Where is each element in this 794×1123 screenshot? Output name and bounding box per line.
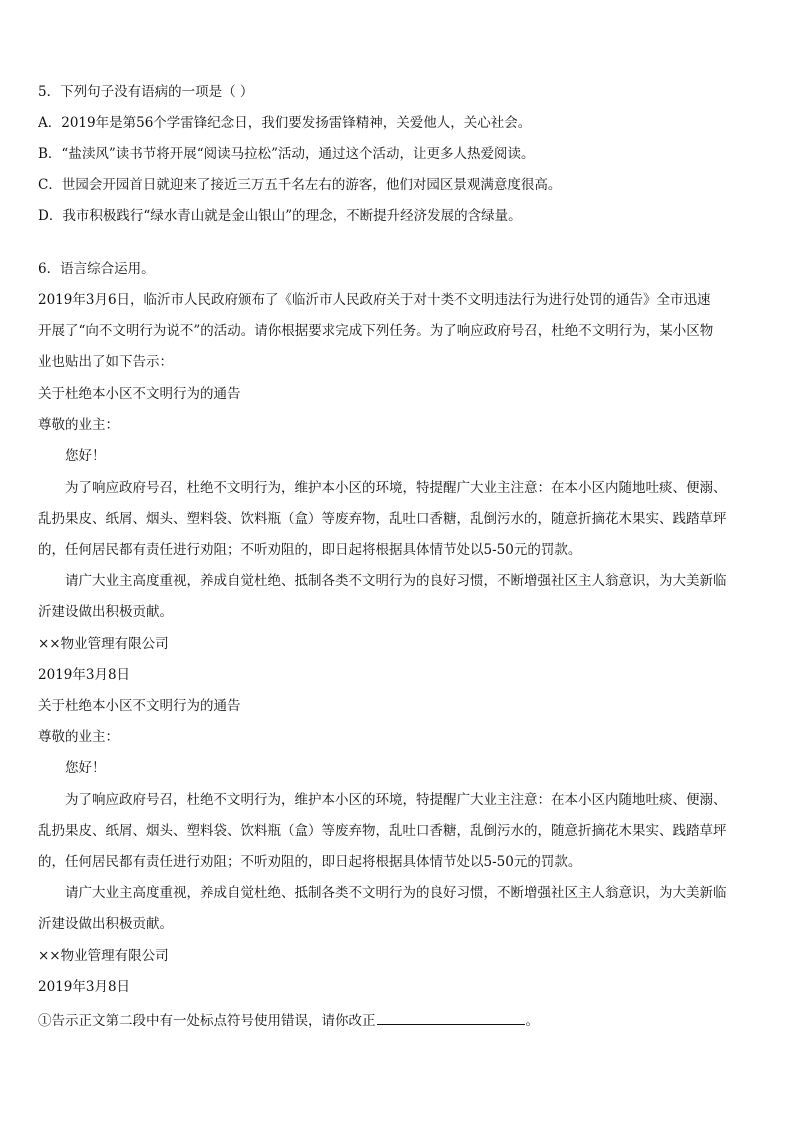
notice-paragraph-line: 乱扔果皮、纸屑、烟头、塑料袋、饮料瓶（盒）等废弃物，乱吐口香糖，乱倒污水的，随意折摘花木果实、践踏草坪 xyxy=(38,823,727,839)
q6-task-1-end: 。 xyxy=(525,1013,539,1029)
q5-option-a: A．2019年是第56个学雷锋纪念日，我们要发扬雷锋精神，关爱他人，关心社会。 xyxy=(38,115,532,131)
notice-paragraph-line: 为了响应政府号召，杜绝不文明行为，维护本小区的环境，特提醒广大业主注意：在本小区内随地吐痰、便溺、 xyxy=(65,480,727,496)
notice-paragraph-line: 请广大业主高度重视，养成自觉杜绝、抵制各类不文明行为的良好习惯，不断增强社区主人翁意识，为大美新临 xyxy=(65,885,727,901)
notice-paragraph-line: 请广大业主高度重视，养成自觉杜绝、抵制各类不文明行为的良好习惯，不断增强社区主人翁意识，为大美新临 xyxy=(65,573,727,589)
notice-heading: 关于杜绝本小区不文明行为的通告 xyxy=(38,698,241,714)
notice-paragraph-line: 的，任何居民都有责任进行劝阻；不听劝阻的，即日起将根据具体情节处以5-50元的罚款。 xyxy=(38,854,582,870)
q5-stem: 5．下列句子没有语病的一项是（ ） xyxy=(38,84,254,100)
notice-date: 2019年3月8日 xyxy=(38,667,131,683)
q6-task-1-prompt: ①告示正文第二段中有一处标点符号使用错误，请你改正 xyxy=(38,1013,376,1029)
q5-option-c: C．世园会开园首日就迎来了接近三万五千名左右的游客，他们对园区景观满意度很高。 xyxy=(38,177,562,193)
notice-paragraph-line: 为了响应政府号召，杜绝不文明行为，维护本小区的环境，特提醒广大业主注意：在本小区内随地吐痰、便溺、 xyxy=(65,792,727,808)
q6-intro-line: 2019年3月6日，临沂市人民政府颁布了《临沂市人民政府关于对十类不文明违法行为进行处罚的通告》全市迅速 xyxy=(38,292,711,308)
q5-option-b: B．“盐渎风”读书节将开展“阅读马拉松”活动，通过这个活动，让更多人热爱阅读。 xyxy=(38,146,535,162)
notice-paragraph-line: 的，任何居民都有责任进行劝阻；不听劝阻的，即日起将根据具体情节处以5-50元的罚款。 xyxy=(38,542,582,558)
notice-salutation: 尊敬的业主： xyxy=(38,417,119,433)
notice-signature: ××物业管理有限公司 xyxy=(38,636,169,652)
q5-option-d: D．我市积极践行“绿水青山就是金山银山”的理念，不断提升经济发展的含绿量。 xyxy=(38,208,522,224)
q6-intro-line: 业也贴出了如下告示： xyxy=(38,354,173,370)
q6-intro-line: 开展了“向不文明行为说不”的活动。请你根据要求完成下列任务。为了响应政府号召，杜绝不文明行为，某小区物 xyxy=(38,323,714,339)
q6-title: 6．语言综合运用。 xyxy=(38,261,155,277)
notice-signature: ××物业管理有限公司 xyxy=(38,948,169,964)
notice-salutation: 尊敬的业主： xyxy=(38,729,119,745)
notice-paragraph-line: 沂建设做出积极贡献。 xyxy=(38,604,173,620)
q6-task-1 xyxy=(38,1011,758,1030)
notice-date: 2019年3月8日 xyxy=(38,979,131,995)
notice-greeting: 您好！ xyxy=(65,760,106,776)
notice-paragraph-line: 沂建设做出积极贡献。 xyxy=(38,916,173,932)
answer-blank[interactable] xyxy=(377,1011,525,1025)
notice-greeting: 您好！ xyxy=(65,448,106,464)
notice-paragraph-line: 乱扔果皮、纸屑、烟头、塑料袋、饮料瓶（盒）等废弃物，乱吐口香糖，乱倒污水的，随意折摘花木果实、践踏草坪 xyxy=(38,511,727,527)
notice-heading: 关于杜绝本小区不文明行为的通告 xyxy=(38,386,241,402)
